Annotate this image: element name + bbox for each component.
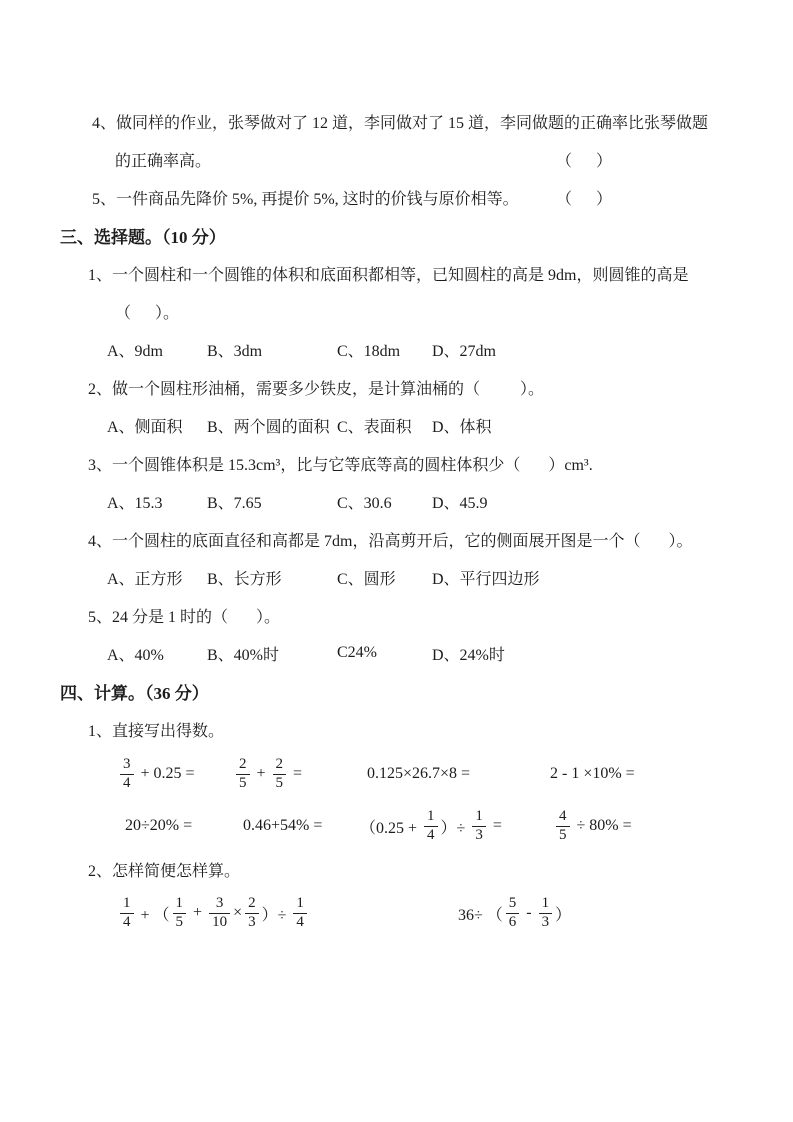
page-content <box>60 102 735 940</box>
option-c: C、表面积 <box>337 418 412 436</box>
option-c: C24% <box>337 644 377 661</box>
math-expression: 20÷20% = <box>125 817 193 834</box>
choice-q1-stem <box>60 254 735 292</box>
option-a: A、40% <box>107 646 164 664</box>
option-d: D、体积 <box>432 418 492 436</box>
math-expression: 2 - 1 ×10% = <box>550 765 635 782</box>
math-expression: 0.46+54% = <box>243 817 323 834</box>
choice-q3-options <box>60 482 735 520</box>
option-a: A、侧面积 <box>107 418 183 436</box>
choice-q2-stem-text: 2、做一个圆柱形油桶，需要多少铁皮，是计算油桶的（ ）。 <box>88 380 545 398</box>
option-b: B、7.65 <box>207 494 262 512</box>
option-a: A、9dm <box>107 342 164 360</box>
direct-calc-row-1 <box>60 748 735 800</box>
judge-item-4-text2: 的正确率高。 <box>115 152 212 170</box>
math-expression: （0.25 + $\frac{1}{4}$ ）÷ $\frac{1}{3}$ = <box>360 808 502 843</box>
option-b: B、长方形 <box>207 570 282 588</box>
calc-sub1-title-line <box>60 710 735 748</box>
option-b: B、40%时 <box>207 646 280 664</box>
direct-calc-row-2 <box>60 800 735 852</box>
judge-item-4-text: 4、做同样的作业，张琴做对了 12 道，李同做对了 15 道，李同做题的正确率比张琴做题 <box>92 114 709 132</box>
choice-q4-stem <box>60 520 735 558</box>
option-d: D、24%时 <box>432 646 505 664</box>
choice-q3-stem-text: 3、一个圆锥体积是 15.3cm³，比与它等底等高的圆柱体积少（ ）cm³. <box>88 456 593 474</box>
option-c: C、18dm <box>337 342 401 360</box>
choice-q1-bracket: （ ）。 <box>115 304 180 322</box>
choice-q1-options <box>60 330 735 368</box>
choice-q1-bracket-line <box>60 292 735 330</box>
judge-item-5-text: 5、一件商品先降价 5%, 再提价 5%, 这时的价钱与原价相等。 <box>92 190 519 208</box>
math-expression: 0.125×26.7×8 = <box>367 765 471 782</box>
simplify-calc-row <box>60 886 735 940</box>
choice-q3-stem <box>60 444 735 482</box>
option-a: A、15.3 <box>107 494 163 512</box>
calc-section-header <box>60 672 735 710</box>
option-d: D、平行四边形 <box>432 570 540 588</box>
choice-q5-stem-text: 5、24 分是 1 时的（ ）。 <box>88 608 281 626</box>
choice-section-title: 三、选择题。（10 分） <box>60 227 226 247</box>
math-expression: $\frac{3}{4}$ + 0.25 = <box>117 756 233 792</box>
choice-q1-stem-text: 1、一个圆柱和一个圆锥的体积和底面积都相等，已知圆柱的高是 9dm，则圆锥的高是 <box>88 266 689 284</box>
choice-q5-stem <box>60 596 735 634</box>
math-expression: 36÷ （ $\frac{5}{6}$ - $\frac{1}{3}$ ） <box>458 895 572 930</box>
option-a: A、正方形 <box>107 570 183 588</box>
calc-section-title: 四、计算。（36 分） <box>60 683 209 703</box>
option-c: C、30.6 <box>337 494 392 512</box>
calc-sub2-title-line <box>60 852 735 886</box>
choice-section-header <box>60 216 735 254</box>
choice-q5-options <box>60 634 735 672</box>
calc-sub2-title: 2、怎样简便怎样算。 <box>88 862 241 880</box>
judge-item-4-line1 <box>60 102 735 140</box>
judge-item-5 <box>60 178 735 216</box>
calc-sub1-title: 1、直接写出得数。 <box>88 722 225 740</box>
choice-q2-options <box>60 406 735 444</box>
option-d: D、27dm <box>432 342 497 360</box>
option-b: B、3dm <box>207 342 263 360</box>
answer-bracket: （ ） <box>555 152 612 170</box>
math-expression: $\frac{2}{5}$ + $\frac{2}{5}$ = <box>233 756 367 792</box>
choice-q4-stem-text: 4、一个圆柱的底面直径和高都是 7dm，沿高剪开后，它的侧面展开图是一个（ ）。 <box>88 532 693 550</box>
answer-bracket: （ ） <box>555 190 612 208</box>
math-expression: $\frac{4}{5}$ ÷ 80% = <box>553 808 632 844</box>
choice-q2-stem <box>60 368 735 406</box>
option-b: B、两个圆的面积 <box>207 418 330 436</box>
choice-q4-options <box>60 558 735 596</box>
judge-item-4-line2 <box>60 140 735 178</box>
option-d: D、45.9 <box>432 494 488 512</box>
math-expression: $\frac{1}{4}$ + （ $\frac{1}{5}$ + $\frac{3}{10}$ × $\frac{2}{3}$ ）÷ $\frac{1}{4}$ <box>117 895 458 931</box>
option-c: C、圆形 <box>337 570 396 588</box>
